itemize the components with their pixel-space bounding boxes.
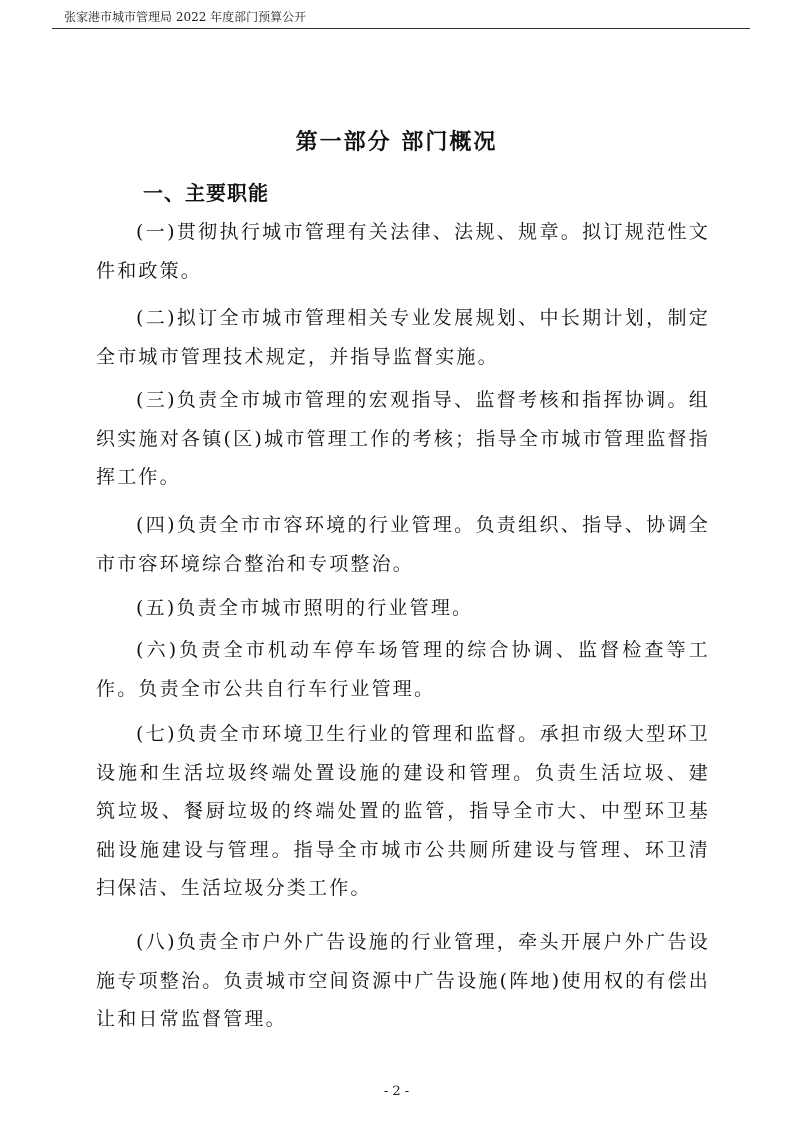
paragraph-4: (四)负责全市市容环境的行业管理。负责组织、指导、协调全市市容环境综合整治和专项整治。 bbox=[96, 514, 710, 575]
page-title: 第一部分 部门概况 bbox=[295, 130, 498, 155]
paragraph-5: (五)负责全市城市照明的行业管理。 bbox=[136, 597, 474, 619]
paragraph-7: (七)负责全市环境卫生行业的管理和监督。承担市级大型环卫设施和生活垃圾终端处置设施的建设和管理。负责生活垃圾、建筑垃圾、餐厨垃圾的终端处置的监管，指导全市大、中型环卫基础设施建设与管理。指导全市城市公共厕所建设与管理、环卫清扫保洁、生活垃圾分类工作。 bbox=[96, 723, 710, 899]
document-header: 张家港市城市管理局 2022 年度部门预算公开 bbox=[64, 10, 307, 24]
section-heading: 一、主要职能 bbox=[143, 181, 269, 205]
paragraph-6: (六)负责全市机动车停车场管理的综合协调、监督检查等工作。负责全市公共自行车行业管理。 bbox=[96, 639, 710, 700]
paragraph-1: (一)贯彻执行城市管理有关法律、法规、规章。拟订规范性文件和政策。 bbox=[96, 221, 710, 282]
header-divider bbox=[52, 28, 750, 29]
paragraph-8: (八)负责全市户外广告设施的行业管理，牵头开展户外广告设施专项整治。负责城市空间资源中广告设施(阵地)使用权的有偿出让和日常监督管理。 bbox=[96, 931, 710, 1030]
paragraph-2: (二)拟订全市城市管理相关专业发展规划、中长期计划，制定全市城市管理技术规定，并指导监督实施。 bbox=[96, 307, 710, 368]
paragraph-3: (三)负责全市城市管理的宏观指导、监督考核和指挥协调。组织实施对各镇(区)城市管理工作的考核；指导全市城市管理监督指挥工作。 bbox=[96, 389, 710, 488]
page-number: - 2 - bbox=[383, 1084, 410, 1099]
